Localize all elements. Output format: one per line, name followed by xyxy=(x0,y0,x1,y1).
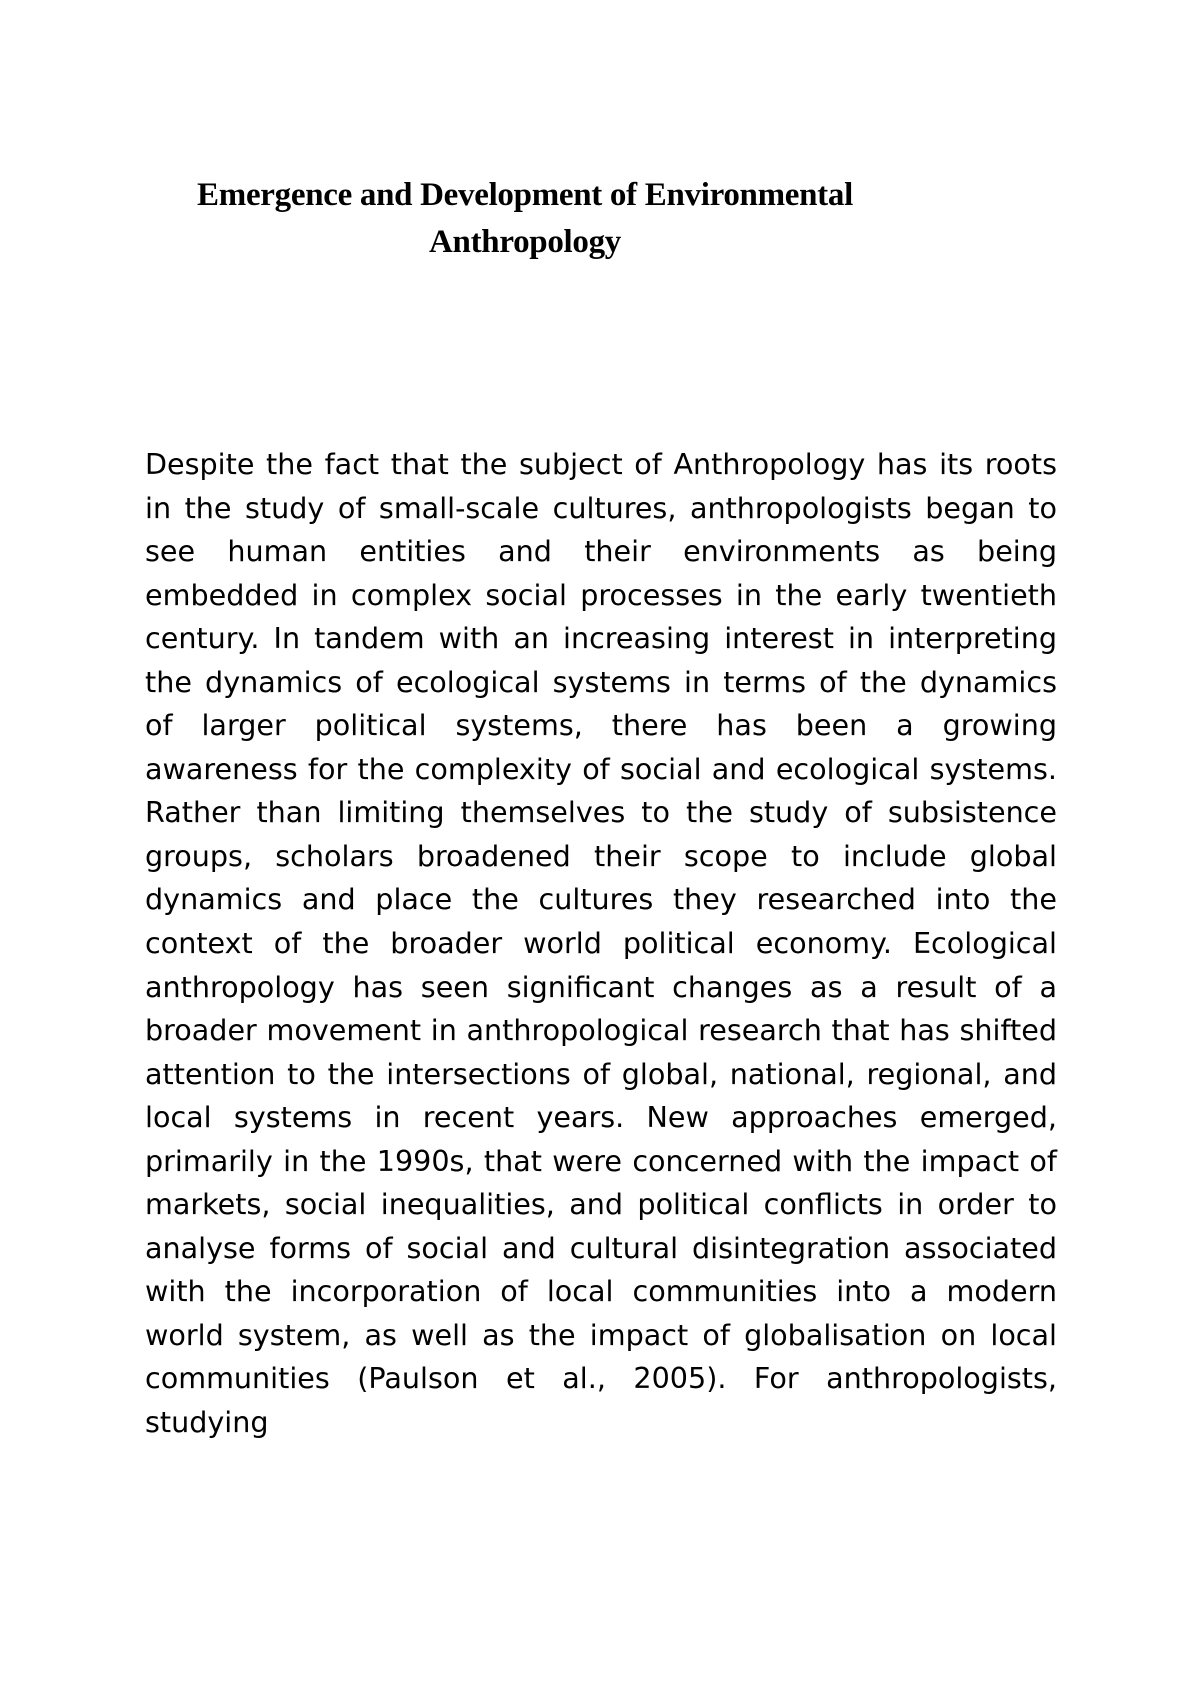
body-paragraph: Despite the fact that the subject of Anthropology has its roots in the study of small-scale cultures, anthropologists began to see human entities and their environments as being embedded in complex social processes in the early twentieth century. In tandem with an increasing interest in interpreting the dynamics of ecological systems in terms of the dynamics of larger political systems, there has been a growing awareness for the complexity of social and ecological systems. Rather than limiting themselves to the study of subsistence groups, scholars broadened their scope to include global dynamics and place the cultures they researched into the context of the broader world political economy. Ecological anthropology has seen significant changes as a result of a broader movement in anthropological research that has shifted attention to the intersections of global, national, regional, and local systems in recent years. New approaches emerged, primarily in the 1990s, that were concerned with the impact of markets, social inequalities, and political conflicts in order to analyse forms of social and cultural disintegration associated with the incorporation of local communities into a modern world system, as well as the impact of globalisation on local communities (Paulson et al., 2005). For anthropologists, studying xyxy=(145,447,1057,1440)
document-title: Emergence and Development of Environmental Anthropology xyxy=(197,177,853,261)
